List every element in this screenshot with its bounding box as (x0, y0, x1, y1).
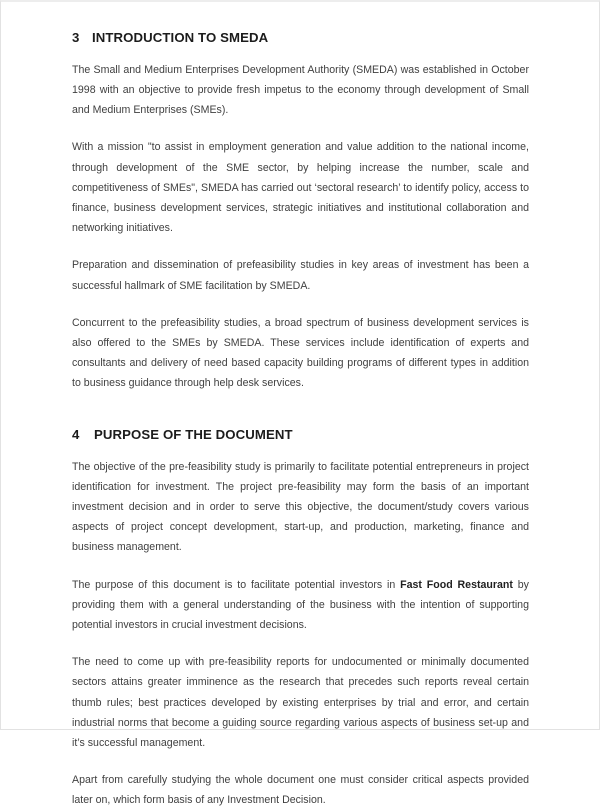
paragraph: The Small and Medium Enterprises Development Authority (SMEDA) was established in October 1998 with an objective to provide fresh impetus to the economy through development of Small and Medium Enterprises (SMEs). (72, 63, 529, 117)
section-title: PURPOSE OF THE DOCUMENT (94, 426, 293, 442)
paragraph: The need to come up with pre-feasibility reports for undocumented or minimally documented sectors attains greater imminence as the research that precedes such reports reveal certain thumb rules; best practices developed by existing enterprises by trial and error, and certain industrial norms that become a guiding source regarding various aspects of business set-up and it’s successful management. (72, 656, 529, 749)
section-4-block (72, 427, 529, 811)
section-number: 3 (72, 30, 80, 45)
paragraph-with-emphasis (72, 575, 529, 636)
paragraph: Preparation and dissemination of prefeasibility studies in key areas of investment has been a successful hallmark of SME facilitation by SMEDA. (72, 259, 529, 292)
paragraph: Concurrent to the prefeasibility studies, a broad spectrum of business development services is also offered to the SMEs by SMEDA. These services include identification of experts and consultants and delivery of need based capacity building programs of different types in addition to business guidance through help desk services. (72, 316, 529, 390)
section-3-block (72, 30, 529, 394)
paragraph: Apart from carefully studying the whole document one must consider critical aspects provided later on, which form basis of any Investment Decision. (72, 774, 529, 807)
section-number: 4 (72, 426, 80, 442)
paragraph: The objective of the pre-feasibility study is primarily to facilitate potential entrepreneurs in project identification for investment. The project pre-feasibility may form the basis of an important investment decision and in order to serve this objective, the document/study covers various aspects of project concept development, start-up, and production, marketing, finance and business management. (72, 460, 529, 554)
section-heading-3 (72, 30, 529, 46)
emphasis-business-name: Fast Food Restaurant (400, 578, 513, 591)
text-after-emphasis: by providing them with a general understanding of the business with the intention of supporting potential investors in crucial investment decisions. (72, 578, 529, 631)
section-heading-4 (72, 427, 529, 443)
page-content (1, 2, 599, 811)
paragraph: With a mission "to assist in employment generation and value addition to the national income, through development of the SME sector, by helping increase the number, scale and competitiveness of SMEs", SMEDA has carried out ‘sectoral research’ to identify policy, access to finance, business development services, strategic initiatives and institutional collaboration and networking initiatives. (72, 141, 529, 235)
section-title: INTRODUCTION TO SMEDA (92, 30, 269, 45)
text-before-emphasis: The purpose of this document is to facilitate potential investors in (72, 578, 401, 591)
